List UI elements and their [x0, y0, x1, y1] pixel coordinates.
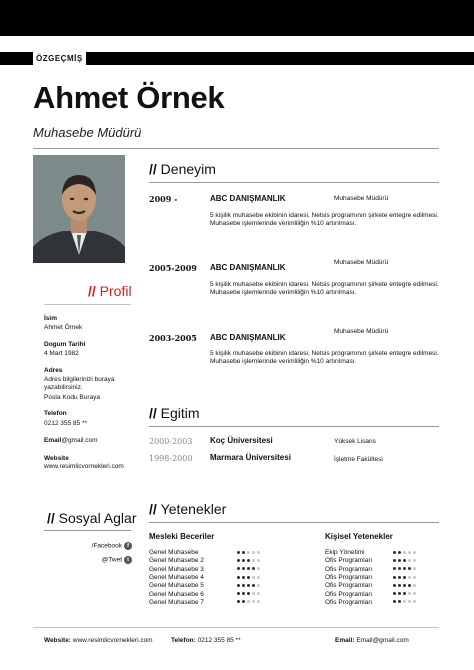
rating-dot — [242, 600, 245, 603]
rating-dot — [408, 576, 411, 579]
education-dept: Yüksek Lisans — [334, 438, 376, 445]
email-value: @gmail.com — [61, 437, 98, 444]
job-title: Muhasebe Müdürü — [33, 125, 142, 140]
skill-rating — [393, 591, 418, 599]
skill-rating — [393, 566, 418, 574]
rating-dot — [252, 600, 255, 603]
rating-dot — [252, 592, 255, 595]
education-school: Marmara Üniversitesi — [210, 453, 291, 462]
rating-dot — [413, 600, 416, 603]
rating-dot — [247, 551, 250, 554]
skill-name: Ofis Programları — [325, 590, 373, 598]
cv-label: ÖZGEÇMİŞ — [33, 52, 86, 65]
skill-name: Ofis Programları — [325, 557, 373, 565]
name-value: Ahmet Örnek — [44, 324, 83, 331]
social-heading: // Sosyal Aglar — [47, 510, 137, 526]
rating-dot — [237, 592, 240, 595]
skills-divider — [149, 522, 439, 523]
rating-dot — [398, 592, 401, 595]
experience-description: 5 kişilik muhasebe ekibinin idaresi. Netsis programının şirkete entegre edilmesi. Muhasebe işlemlerinde verimliliğin %10 artırılması. — [210, 350, 439, 365]
rating-dot — [398, 559, 401, 562]
rating-dot — [393, 576, 396, 579]
address-value: Adres bilgilerinizi buraya yazabilirsiniz. — [44, 376, 115, 391]
rating-dot — [237, 551, 240, 554]
skill-rating — [393, 582, 418, 590]
rating-dot — [393, 551, 396, 554]
skill-rating — [237, 599, 262, 607]
experience-description: 5 kişilik muhasebe ekibinin idaresi. Netsis programının şirkete entegre edilmesi. Muhasebe işlemlerinde verimliliğin %10 artırılması. — [210, 281, 439, 296]
rating-dot — [242, 576, 245, 579]
skill-rating — [393, 599, 418, 607]
rating-dot — [393, 567, 396, 570]
birth-label: Dogum Tarihi — [44, 341, 86, 348]
rating-dot — [393, 592, 396, 595]
rating-dot — [237, 576, 240, 579]
experience-company: ABC DANIŞMANLIK — [210, 194, 286, 203]
facebook-link[interactable] — [60, 542, 132, 550]
skill-rating — [237, 549, 262, 557]
skill-name: Genel Muhasebe — [149, 549, 199, 556]
rating-dot — [408, 559, 411, 562]
rating-dot — [403, 559, 406, 562]
experience-description: 5 kişilik muhasebe ekibinin idaresi. Netsis programının şirkete entegre edilmesi. Muhasebe işlemlerinde verimliliğin %10 artırılması. — [210, 212, 439, 227]
twitter-icon: t — [124, 556, 132, 564]
skill-rating — [237, 574, 262, 582]
phone-value: 0212 355 85 ** — [44, 420, 88, 427]
email-label: Email — [44, 437, 62, 444]
rating-dot — [413, 559, 416, 562]
footer-phone-label: Telefon: — [171, 637, 196, 644]
facebook-label: /Facebook — [91, 542, 122, 550]
skill-rating — [393, 557, 418, 565]
rating-dot — [408, 584, 411, 587]
rating-dot — [247, 559, 250, 562]
rating-dot — [257, 600, 260, 603]
rating-dot — [393, 600, 396, 603]
rating-dot — [257, 576, 260, 579]
rating-dot — [413, 576, 416, 579]
phone-label: Telefon — [44, 410, 67, 417]
rating-dot — [252, 584, 255, 587]
rating-dot — [247, 592, 250, 595]
skill-name: Ofis Programları — [325, 573, 373, 581]
rating-dot — [242, 567, 245, 570]
footer-divider — [33, 627, 439, 628]
rating-dot — [247, 567, 250, 570]
experience-role: Muhasebe Müdürü — [334, 328, 389, 335]
rating-dot — [252, 567, 255, 570]
rating-dot — [403, 592, 406, 595]
website-value: www.resimlicvornekleri.com — [44, 463, 124, 470]
skill-name: Genel Muhasebe 7 — [149, 598, 204, 606]
website-label: Website — [44, 455, 69, 462]
rating-dot — [242, 592, 245, 595]
rating-dot — [393, 584, 396, 587]
experience-year: 2003-2005 — [149, 333, 197, 343]
twitter-link[interactable] — [60, 556, 132, 564]
experience-year: 2009 - — [149, 194, 178, 204]
rating-dot — [408, 567, 411, 570]
rating-dot — [247, 576, 250, 579]
rating-dot — [257, 592, 260, 595]
skill-rating — [237, 582, 262, 590]
skill-name: Genel Muhasebe 6 — [149, 590, 204, 598]
rating-dot — [403, 600, 406, 603]
rating-dot — [242, 584, 245, 587]
skill-name: Genel Muhasebe 5 — [149, 582, 204, 590]
profile-heading: // Profil — [88, 283, 132, 299]
rating-dot — [252, 551, 255, 554]
rating-dot — [408, 592, 411, 595]
skill-rating — [237, 557, 262, 565]
rating-dot — [413, 567, 416, 570]
rating-dot — [393, 559, 396, 562]
education-divider — [149, 426, 439, 427]
rating-dot — [257, 584, 260, 587]
facebook-icon: f — [124, 542, 132, 550]
skill-name: Genel Muhasebe 4 — [149, 573, 204, 581]
footer-website — [44, 637, 153, 644]
rating-dot — [257, 559, 260, 562]
rating-dot — [403, 551, 406, 554]
address-label: Adres — [44, 367, 63, 374]
top-black-bar — [0, 0, 474, 36]
rating-dot — [398, 576, 401, 579]
footer-phone — [171, 637, 241, 644]
skill-rating — [393, 549, 418, 557]
skill-name: Genel Muhasebe 3 — [149, 565, 204, 573]
education-dept: İşletme Fakültesi — [334, 456, 383, 463]
experience-divider — [149, 182, 439, 183]
rating-dot — [242, 559, 245, 562]
skill-name: Genel Muhasebe 2 — [149, 557, 204, 565]
education-year: 1998-2000 — [149, 454, 193, 463]
skill-rating — [237, 566, 262, 574]
rating-dot — [403, 576, 406, 579]
rating-dot — [413, 592, 416, 595]
footer-website-value: www.resimlicvornekleri.com — [72, 637, 153, 644]
professional-skills-heading: Mesleki Beceriler — [149, 532, 215, 541]
rating-dot — [237, 567, 240, 570]
rating-dot — [398, 567, 401, 570]
footer-website-label: Website: — [44, 637, 71, 644]
skill-name: Ofis Programları — [325, 582, 373, 590]
rating-dot — [247, 600, 250, 603]
rating-dot — [398, 600, 401, 603]
rating-dot — [252, 576, 255, 579]
education-heading: // Egitim — [149, 405, 200, 421]
footer-phone-value: 0212 355 85 ** — [197, 637, 241, 644]
rating-dot — [237, 559, 240, 562]
rating-dot — [257, 567, 260, 570]
skill-name: Ofis Programları — [325, 565, 373, 573]
skill-name: Ekip Yönetimi — [325, 549, 365, 556]
skill-name: Ofis Programları — [325, 598, 373, 606]
experience-heading: // Deneyim — [149, 161, 216, 177]
name-label: İsim — [44, 315, 58, 322]
rating-dot — [237, 600, 240, 603]
email-line — [44, 437, 124, 445]
rating-dot — [408, 551, 411, 554]
skills-heading: // Yetenekler — [149, 501, 227, 517]
experience-year: 2005-2009 — [149, 263, 197, 273]
footer-email-label: Email: — [335, 637, 355, 644]
rating-dot — [408, 600, 411, 603]
personal-skills-heading: Kişisel Yetenekler — [325, 532, 393, 541]
experience-role: Muhasebe Müdürü — [334, 259, 389, 266]
profile-divider — [44, 304, 131, 305]
rating-dot — [413, 584, 416, 587]
experience-role: Muhasebe Müdürü — [334, 195, 389, 202]
birth-value: 4 Mart 1982 — [44, 350, 79, 357]
person-name: Ahmet Örnek — [33, 80, 225, 115]
rating-dot — [398, 584, 401, 587]
footer-email — [335, 637, 409, 644]
rating-dot — [398, 551, 401, 554]
experience-company: ABC DANIŞMANLIK — [210, 263, 286, 272]
rating-dot — [252, 559, 255, 562]
rating-dot — [403, 584, 406, 587]
rating-dot — [242, 551, 245, 554]
education-year: 2000-2003 — [149, 437, 193, 446]
rating-dot — [237, 584, 240, 587]
experience-company: ABC DANIŞMANLIK — [210, 333, 286, 342]
header-divider — [33, 148, 439, 149]
skill-rating — [237, 591, 262, 599]
rating-dot — [257, 551, 260, 554]
social-divider — [44, 530, 131, 531]
postcode-value: Posta Kodu Buraya — [44, 394, 101, 401]
rating-dot — [413, 551, 416, 554]
rating-dot — [403, 567, 406, 570]
profile-photo — [33, 155, 125, 263]
skill-rating — [393, 574, 418, 582]
rating-dot — [247, 584, 250, 587]
twitter-label: @Twet — [101, 556, 122, 564]
footer-email-value: Email@gmail.com — [356, 637, 409, 644]
education-school: Koç Üniversitesi — [210, 436, 273, 445]
